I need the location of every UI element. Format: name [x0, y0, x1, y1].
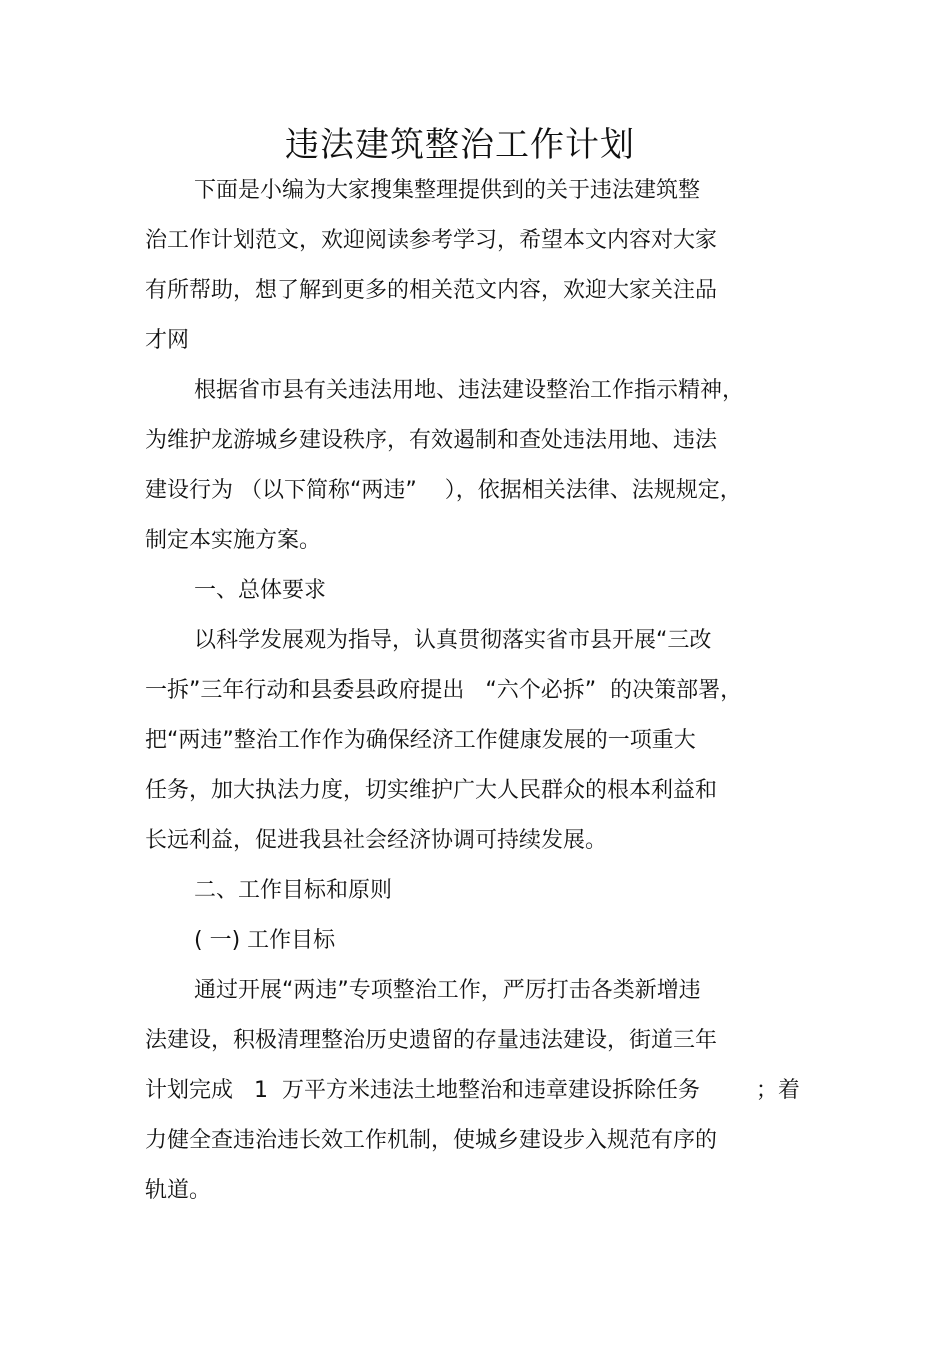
paragraph-line: 计划完成 1 万平方米违法土地整治和违章建设拆除任务 ；着 — [145, 1078, 800, 1103]
paragraph-line: 有所帮助，想了解到更多的相关范文内容，欢迎大家关注品 — [145, 278, 718, 303]
paragraph-line: 为维护龙游城乡建设秩序，有效遏制和查处违法用地、违法 — [145, 428, 718, 453]
paragraph-line: 根据省市县有关违法用地、违法建设整治工作指示精神， — [194, 378, 745, 403]
paragraph-line: 下面是小编为大家搜集整理提供到的关于违法建筑整 — [194, 178, 701, 203]
paragraph-line: 才网 — [145, 328, 190, 353]
paragraph-line: 一拆”三年行动和县委县政府提出 “六个必拆” 的决策部署， — [145, 678, 743, 703]
paragraph-line: 长远利益，促进我县社会经济协调可持续发展。 — [145, 828, 608, 853]
subsection-heading: ( 一) 工作目标 — [194, 928, 336, 953]
paragraph-line: 通过开展“两违”专项整治工作，严厉打击各类新增违 — [194, 978, 701, 1003]
paragraph-line: 以科学发展观为指导，认真贯彻落实省市县开展“三改 — [194, 628, 712, 653]
paragraph-line: 建设行为 （以下简称“两违” ），依据相关法律、法规规定， — [145, 478, 742, 503]
paragraph-line: 把“两违”整治工作作为确保经济工作健康发展的一项重大 — [145, 728, 696, 753]
paragraph-line: 制定本实施方案。 — [145, 528, 322, 553]
paragraph-line: 力健全查违治违长效工作机制，使城乡建设步入规范有序的 — [145, 1128, 718, 1153]
document-title: 违法建筑整治工作计划 — [285, 125, 635, 165]
paragraph-line: 治工作计划范文，欢迎阅读参考学习，希望本文内容对大家 — [145, 228, 718, 253]
section-heading: 二、工作目标和原则 — [194, 878, 393, 903]
paragraph-line: 任务，加大执法力度，切实维护广大人民群众的根本利益和 — [145, 778, 718, 803]
paragraph-line: 轨道。 — [145, 1178, 212, 1203]
section-heading: 一、总体要求 — [194, 578, 327, 603]
paragraph-line: 法建设，积极清理整治历史遗留的存量违法建设，街道三年 — [145, 1028, 718, 1053]
